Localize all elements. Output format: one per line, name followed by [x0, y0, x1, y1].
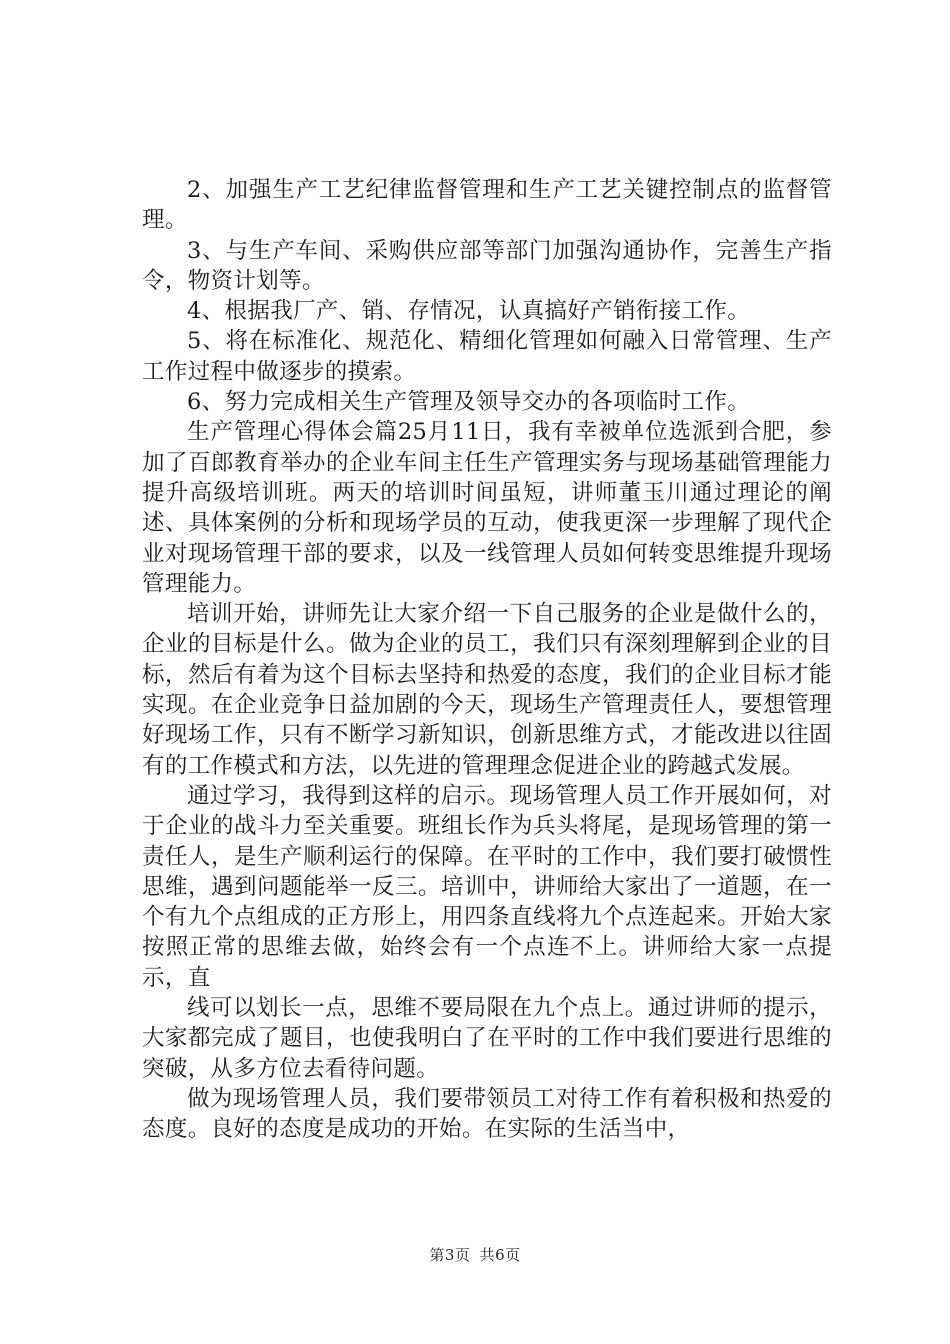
page-total: 共6页: [479, 1246, 521, 1264]
paragraph: 6、努力完成相关生产管理及领导交办的各项临时工作。: [187, 389, 751, 416]
page-number: 第3页: [429, 1246, 471, 1264]
page-footer: [0, 1244, 950, 1265]
paragraph: 2、加强生产工艺纪律监督管理和生产工艺关键控制点的监督管理。: [142, 177, 832, 234]
paragraph: 生产管理心得体会篇25月11日，我有幸被单位选派到合肥，参加了百郎教育举办的企业车间主任生产管理实务与现场基础管理能力提升高级培训班。两天的培训时间虽短，讲师董玉川通过理论的阐述、具体案例的分析和现场学员的互动，使我更深一步理解了现代企业对现场管理干部的要求，以及一线管理人员如何转变思维提升现场管理能力。: [142, 419, 832, 597]
document-body: [142, 175, 832, 1145]
paragraph: 培训开始，讲师先让大家介绍一下自己服务的企业是做什么的，企业的目标是什么。做为企业的员工，我们只有深刻理解到企业的目标，然后有着为这个目标去坚持和热爱的态度，我们的企业目标才能实现。在企业竞争日益加剧的今天，现场生产管理责任人，要想管理好现场工作，只有不断学习新知识，创新思维方式，才能改进以往固有的工作模式和方法，以先进的管理理念促进企业的跨越式发展。: [142, 601, 832, 779]
paragraph: 5、将在标准化、规范化、精细化管理如何融入日常管理、生产工作过程中做逐步的摸索。: [142, 328, 832, 385]
paragraph: 4、根据我厂产、销、存情况，认真搞好产销衔接工作。: [187, 298, 751, 325]
paragraph: 做为现场管理人员，我们要带领员工对待工作有着积极和热爱的态度。良好的态度是成功的开始。在实际的生活当中，: [142, 1085, 832, 1143]
paragraph: 通过学习，我得到这样的启示。现场管理人员工作开展如何，对于企业的战斗力至关重要。班组长作为兵头将尾，是现场管理的第一责任人，是生产顺利运行的保障。在平时的工作中，我们要打破惯性思维，遇到问题能举一反三。培训中，讲师给大家出了一道题，在一个有九个点组成的正方形上，用四条直线将九个点连起来。开始大家按照正常的思维去做，始终会有一个点连不上。讲师给大家一点提示，直: [142, 782, 832, 991]
paragraph: 3、与生产车间、采购供应部等部门加强沟通协作，完善生产指令，物资计划等。: [142, 237, 832, 294]
paragraph: 线可以划长一点，思维不要局限在九个点上。通过讲师的提示，大家都完成了题目，也使我明白了在平时的工作中我们要进行思维的突破，从多方位去看待问题。: [142, 995, 832, 1082]
